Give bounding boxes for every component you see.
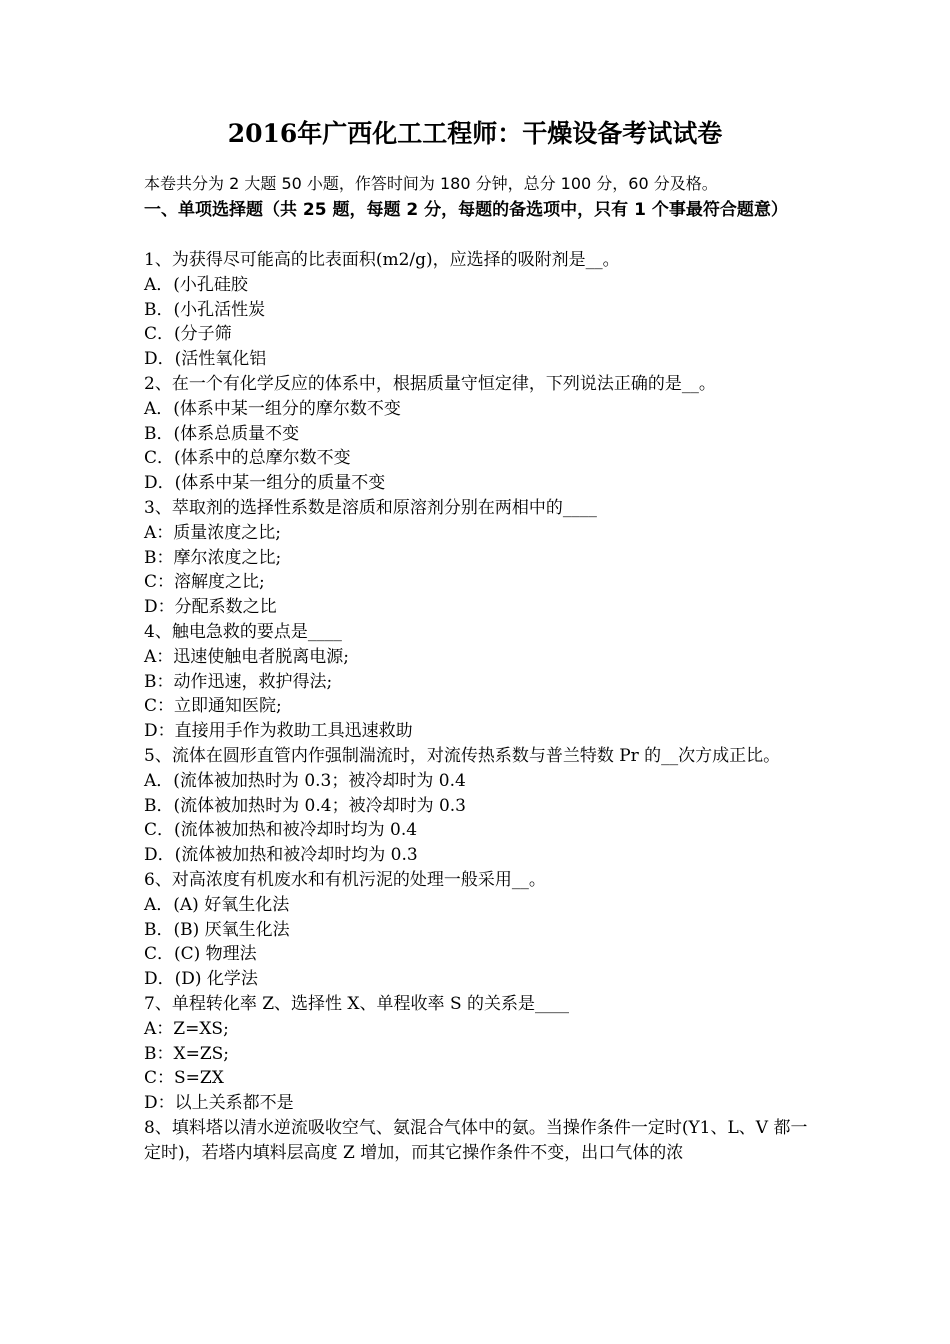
answer-option: D：直接用手作为救助工具迅速救助: [144, 721, 413, 742]
question-text: 6、对高浓度有机废水和有机污泥的处理一般采用__。: [144, 869, 546, 890]
answer-option: D：分配系数之比: [144, 597, 277, 618]
question-text: 3、萃取剂的选择性系数是溶质和原溶剂分别在两相中的____: [144, 497, 597, 518]
answer-option: B：X=ZS;: [144, 1043, 230, 1064]
answer-option: D．(体系中某一组分的质量不变: [144, 473, 386, 494]
question-text: 1、为获得尽可能高的比表面积(m2/g)，应选择的吸附剂是__。: [144, 250, 620, 270]
answer-option: B．(体系总质量不变: [144, 423, 300, 444]
question-block: [144, 372, 808, 496]
answer-option: A．(A) 好氧生化法: [144, 894, 290, 915]
question-text: 5、流体在圆形直管内作强制湍流时，对流传热系数与普兰特数 Pr 的__次方成正比。: [144, 745, 781, 766]
question-text: 2、在一个有化学反应的体系中，根据质量守恒定律，下列说法正确的是__。: [144, 373, 716, 394]
answer-option: D．(活性氧化铝: [144, 349, 267, 370]
answer-option: B．(流体被加热时为 0.4；被冷却时为 0.3: [144, 795, 467, 816]
answer-option: C．(体系中的总摩尔数不变: [144, 448, 351, 469]
answer-option: C．(C) 物理法: [144, 944, 257, 965]
exam-title: 2016年广西化工工程师：干燥设备考试试卷: [227, 119, 723, 148]
answer-option: C：立即通知医院;: [144, 696, 282, 717]
question-text: 8、填料塔以清水逆流吸收空气、氨混合气体中的氨。当操作条件一定时(Y1、L、V 都一定时)，若塔内填料层高度 Z 增加，而其它操作条件不变，出口气体的浓: [144, 1117, 808, 1163]
answer-option: D．(流体被加热和被冷却时均为 0.3: [144, 845, 418, 866]
answer-option: B：动作迅速，救护得法;: [144, 671, 333, 692]
answer-option: A．(小孔硅胶: [144, 274, 248, 295]
answer-option: C．(分子筛: [144, 324, 232, 345]
answer-option: C：溶解度之比;: [144, 572, 265, 593]
question-list: [144, 248, 808, 1165]
question-text: 7、单程转化率 Z、选择性 X、单程收率 S 的关系是____: [144, 993, 569, 1014]
question-block: [144, 992, 808, 1116]
question-block: [144, 248, 808, 372]
answer-option: D．(D) 化学法: [144, 969, 258, 990]
section-heading: 一、单项选择题（共 25 题，每题 2 分，每题的备选项中，只有 1 个事最符合题意）: [144, 200, 788, 220]
question-text: 4、触电急救的要点是____: [144, 621, 342, 642]
question-block: [144, 1116, 808, 1166]
answer-option: A．(体系中某一组分的摩尔数不变: [144, 398, 401, 419]
answer-option: B：摩尔浓度之比;: [144, 547, 282, 568]
answer-option: C：S=ZX: [144, 1068, 224, 1089]
question-block: [144, 620, 808, 744]
exam-intro: 本卷共分为 2 大题 50 小题，作答时间为 180 分钟，总分 100 分，60 分及格。: [144, 174, 718, 193]
question-block: [144, 496, 808, 620]
answer-option: D：以上关系都不是: [144, 1093, 294, 1114]
answer-option: B．(小孔活性炭: [144, 299, 266, 320]
answer-option: A：Z=XS;: [144, 1018, 229, 1039]
question-block: [144, 868, 808, 992]
answer-option: B．(B) 厌氧生化法: [144, 919, 290, 940]
answer-option: C．(流体被加热和被冷却时均为 0.4: [144, 820, 418, 841]
answer-option: A：迅速使触电者脱离电源;: [144, 646, 350, 667]
answer-option: A．(流体被加热时为 0.3；被冷却时为 0.4: [144, 770, 466, 791]
question-block: [144, 744, 808, 868]
answer-option: A：质量浓度之比;: [144, 522, 282, 543]
